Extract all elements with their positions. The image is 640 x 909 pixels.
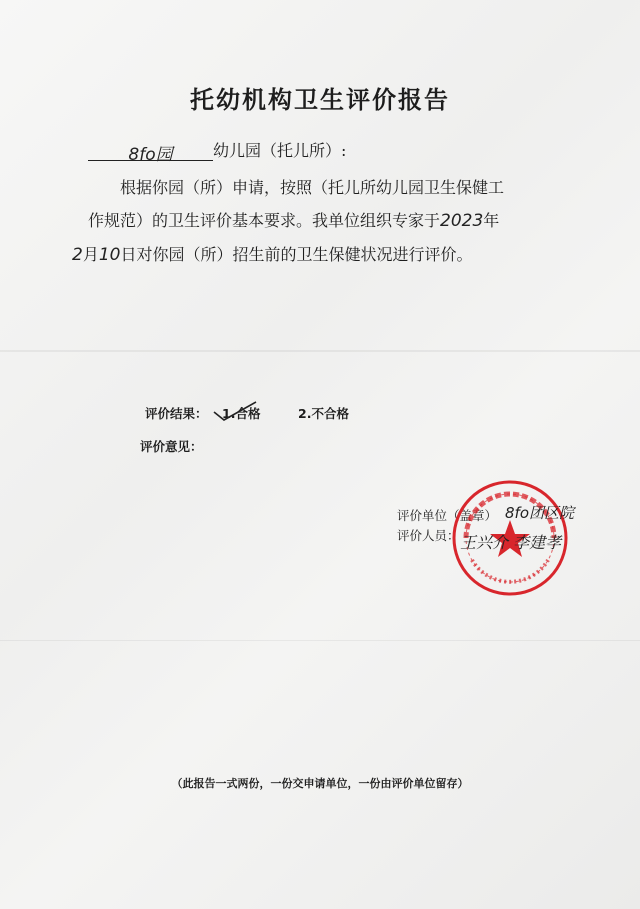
recipient-line — [88, 138, 347, 165]
paragraph-line-3-text: 日对你园（所）招生前的卫生保健状况进行评价。 — [120, 245, 473, 264]
recipient-suffix: 幼儿园（托儿所）: — [213, 141, 347, 160]
check-mark — [210, 398, 260, 424]
paragraph-line-2-text: 作规范）的卫生评价基本要求。我单位组织专家于 — [88, 211, 441, 230]
year-suffix: 年 — [483, 211, 500, 230]
document-title: 托幼机构卫生评价报告 — [190, 85, 450, 114]
paragraph-line-3 — [72, 242, 473, 265]
unit-label: 评价单位（盖章） — [397, 508, 498, 523]
opinion-label: 评价意见： — [140, 439, 203, 454]
year-handwritten: 2023 — [440, 211, 484, 231]
evaluator-label: 评价人员： — [397, 528, 460, 543]
result-label: 评价结果： — [145, 406, 208, 421]
result-option-pass-text: 1.合格 — [222, 406, 261, 421]
day-handwritten: 10 — [98, 245, 121, 265]
kindergarten-name-field — [88, 140, 213, 165]
evaluator-signature: 王兴介 李建孝 — [460, 533, 562, 552]
month-handwritten: 2 — [72, 245, 83, 265]
paper-crease — [0, 640, 640, 641]
paragraph-line-1: 根据你园（所）申请，按照（托儿所幼儿园卫生保健工 — [120, 178, 505, 197]
month-label: 月 — [82, 245, 99, 264]
paper-crease — [0, 350, 640, 352]
result-option-fail: 2.不合格 — [298, 406, 349, 421]
footer-note: （此报告一式两份，一份交申请单位，一份由评价单位留存） — [171, 777, 469, 790]
paragraph-line-2 — [88, 208, 499, 231]
kindergarten-name-handwritten: 8fo园 — [128, 145, 173, 165]
unit-handwritten: 8fo团区院 — [505, 504, 575, 522]
